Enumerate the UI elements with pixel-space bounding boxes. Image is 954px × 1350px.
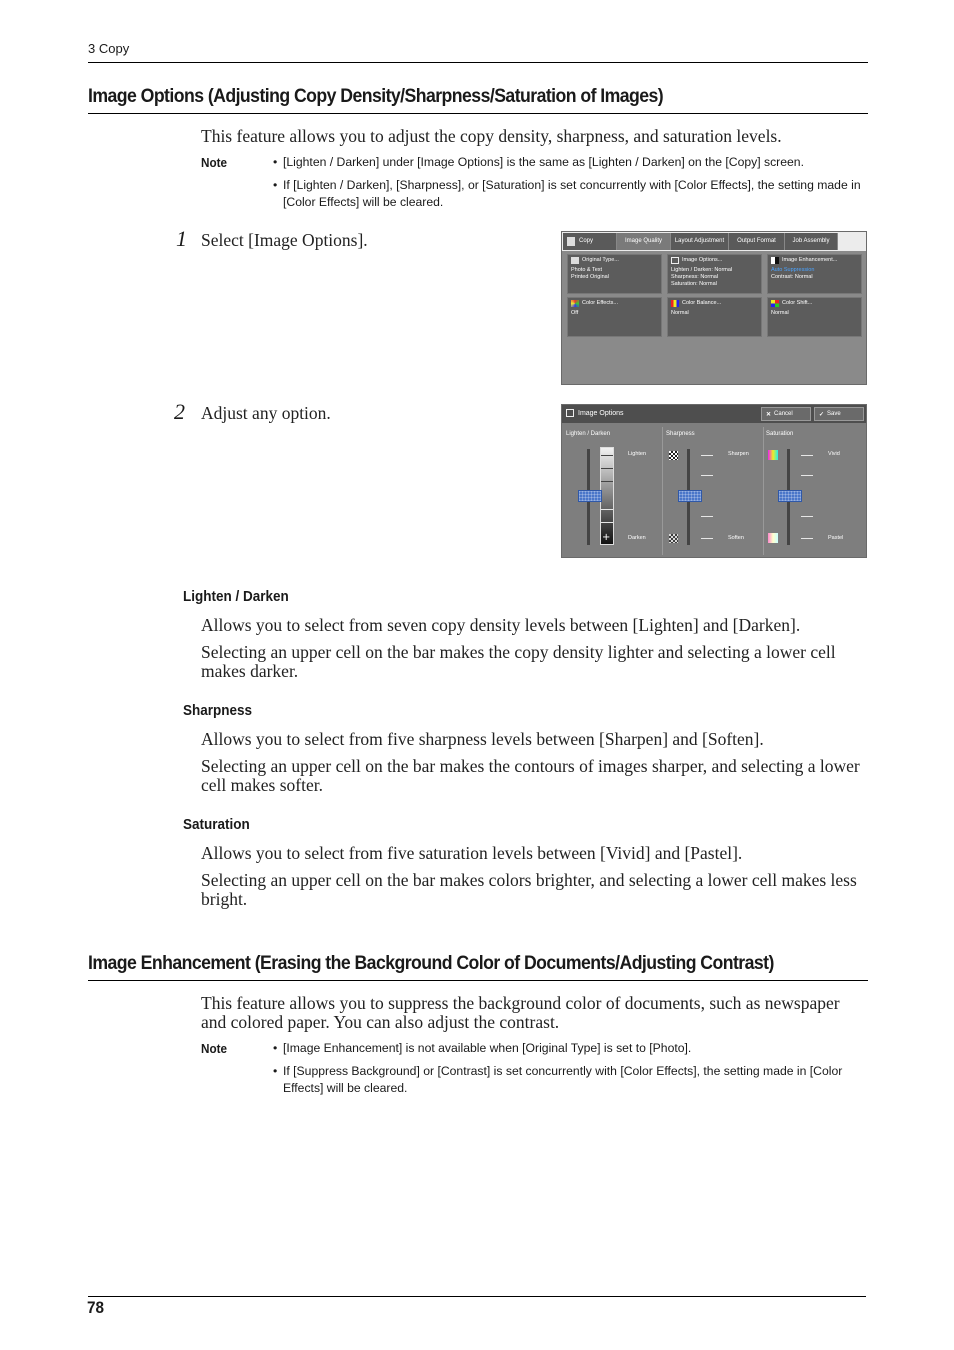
bullet-icon: • [273,1064,278,1078]
level-tick [701,538,713,539]
paragraph: Allows you to select from five saturation levels between [Vivid] and [Pastel]. [201,843,743,863]
header-rule [88,62,868,63]
level-tick [701,475,713,476]
running-header: 3 Copy [88,41,130,56]
note-label: Note [201,155,228,170]
section-title-rule [88,113,868,114]
note-item [273,1063,863,1097]
tab-bar [562,232,867,251]
level-tick [701,455,713,456]
lighten-darken-slider-handle[interactable] [578,490,602,502]
note-text: If [Lighten / Darken], [Sharpness], or [Saturation] is set concurrently with [Color Effects], the setting made in [Color Effects] will be cleared. [283,178,861,209]
note-item [273,177,863,211]
color-shift-icon [771,300,779,307]
level-tick [601,509,613,510]
image-options-screenshot [561,404,867,558]
sharpen-label: Sharpen [728,451,749,457]
bullet-icon: • [273,155,278,169]
density-scale-icon [600,447,614,545]
pastel-color-icon [768,533,778,543]
pastel-label: Pastel [828,535,844,541]
level-tick [801,516,813,517]
note-item [273,154,863,171]
soft-pattern-icon [669,534,678,543]
lighten-label: Lighten [628,451,647,457]
sharpness-slider-handle[interactable] [678,490,702,502]
save-button[interactable]: ✓ Save [814,407,864,421]
tile-color-balance[interactable]: Color Balance... Normal [667,297,762,337]
section-title-rule [88,980,868,981]
vivid-label: Vivid [828,451,840,457]
level-tick [801,475,813,476]
column-divider [662,427,663,555]
paragraph: Allows you to select from seven copy density levels between [Lighten] and [Darken]. [201,615,801,635]
copy-screen-screenshot [561,231,867,385]
step-number: 1 [176,226,187,251]
level-tick [801,538,813,539]
level-tick [601,522,613,523]
close-icon: ✕ [766,411,772,418]
lighten-darken-heading: Lighten / Darken [183,588,289,605]
cancel-button[interactable]: ✕ Cancel [761,407,811,421]
tile-color-shift[interactable]: Color Shift... Normal [767,297,862,337]
copy-icon [567,237,575,246]
image-options-icon [671,257,679,264]
bullet-icon: • [273,178,278,192]
note-text: If [Suppress Background] or [Contrast] is set concurrently with [Color Effects], the setting made in [Color Effects] will be cleared. [283,1064,843,1095]
lighten-darken-label: Lighten / Darken [566,431,611,437]
page-number: 78 [87,1298,105,1317]
color-effects-icon [571,300,579,307]
tile-image-options[interactable]: Image Options... Lighten / Darken: Normal Sharpness: Normal Saturation: Normal [667,254,762,294]
note-text: [Lighten / Darken] under [Image Options] is the same as [Lighten / Darken] on the [Copy] screen. [283,155,804,169]
tile-color-effects[interactable]: Color Effects... Off [567,297,662,337]
image-enhancement-intro: This feature allows you to suppress the background color of documents, such as newspaper and colored paper. You can also adjust the contrast. [201,993,840,1032]
level-tick [701,516,713,517]
dialog-title: Image Options [578,410,624,417]
vivid-color-icon [768,450,778,460]
section-title-image-options: Image Options (Adjusting Copy Density/Sharpness/Saturation of Images) [88,86,664,107]
darken-label: Darken [628,535,646,541]
document-icon [571,257,579,264]
contrast-icon [771,257,779,264]
saturation-heading: Saturation [183,816,250,833]
tab-copy[interactable]: Copy [563,233,617,250]
soften-label: Soften [728,535,744,541]
footer-rule [88,1296,866,1297]
column-divider [763,427,764,555]
sharpness-heading: Sharpness [183,702,253,719]
image-options-intro: This feature allows you to adjust the copy density, sharpness, and saturation levels. [201,126,782,146]
step-text: Adjust any option. [201,403,331,423]
level-tick [601,468,613,469]
color-balance-icon [671,300,679,307]
bullet-icon: • [273,1041,278,1055]
tile-image-enhancement[interactable]: Image Enhancement... Auto Suppression Contrast: Normal [767,254,862,294]
paragraph: Selecting an upper cell on the bar makes the contours of images sharper, and selecting a lower cell makes softer. [201,756,860,795]
tab-job-assembly[interactable]: Job Assembly [785,233,838,250]
section-title-image-enhancement: Image Enhancement (Erasing the Background Color of Documents/Adjusting Contrast) [88,953,774,974]
paragraph: Selecting an upper cell on the bar makes colors brighter, and selecting a lower cell makes less bright. [201,870,857,909]
paragraph: Selecting an upper cell on the bar makes the copy density lighter and selecting a lower cell makes darker. [201,642,836,681]
sharp-pattern-icon [669,451,678,460]
level-tick [801,455,813,456]
step-number: 2 [174,399,185,424]
tab-layout-adjustment[interactable]: Layout Adjustment [671,233,729,250]
note-label: Note [201,1041,228,1056]
check-icon: ✓ [819,411,825,418]
image-options-icon [566,409,574,417]
tile-original-type[interactable]: Original Type... Photo & Text Printed Original [567,254,662,294]
saturation-slider-handle[interactable] [778,490,802,502]
dialog-header [562,405,867,423]
plus-icon: + [602,532,611,543]
tab-output-format[interactable]: Output Format [729,233,785,250]
level-tick [601,481,613,482]
tab-image-quality[interactable]: Image Quality [617,233,671,250]
sharpness-label: Sharpness [666,431,695,437]
step-text: Select [Image Options]. [201,230,368,250]
paragraph: Allows you to select from five sharpness levels between [Sharpen] and [Soften]. [201,729,764,749]
level-tick [601,455,613,456]
note-item [273,1040,863,1057]
saturation-label: Saturation [766,431,794,437]
note-text: [Image Enhancement] is not available when [Original Type] is set to [Photo]. [283,1041,692,1055]
